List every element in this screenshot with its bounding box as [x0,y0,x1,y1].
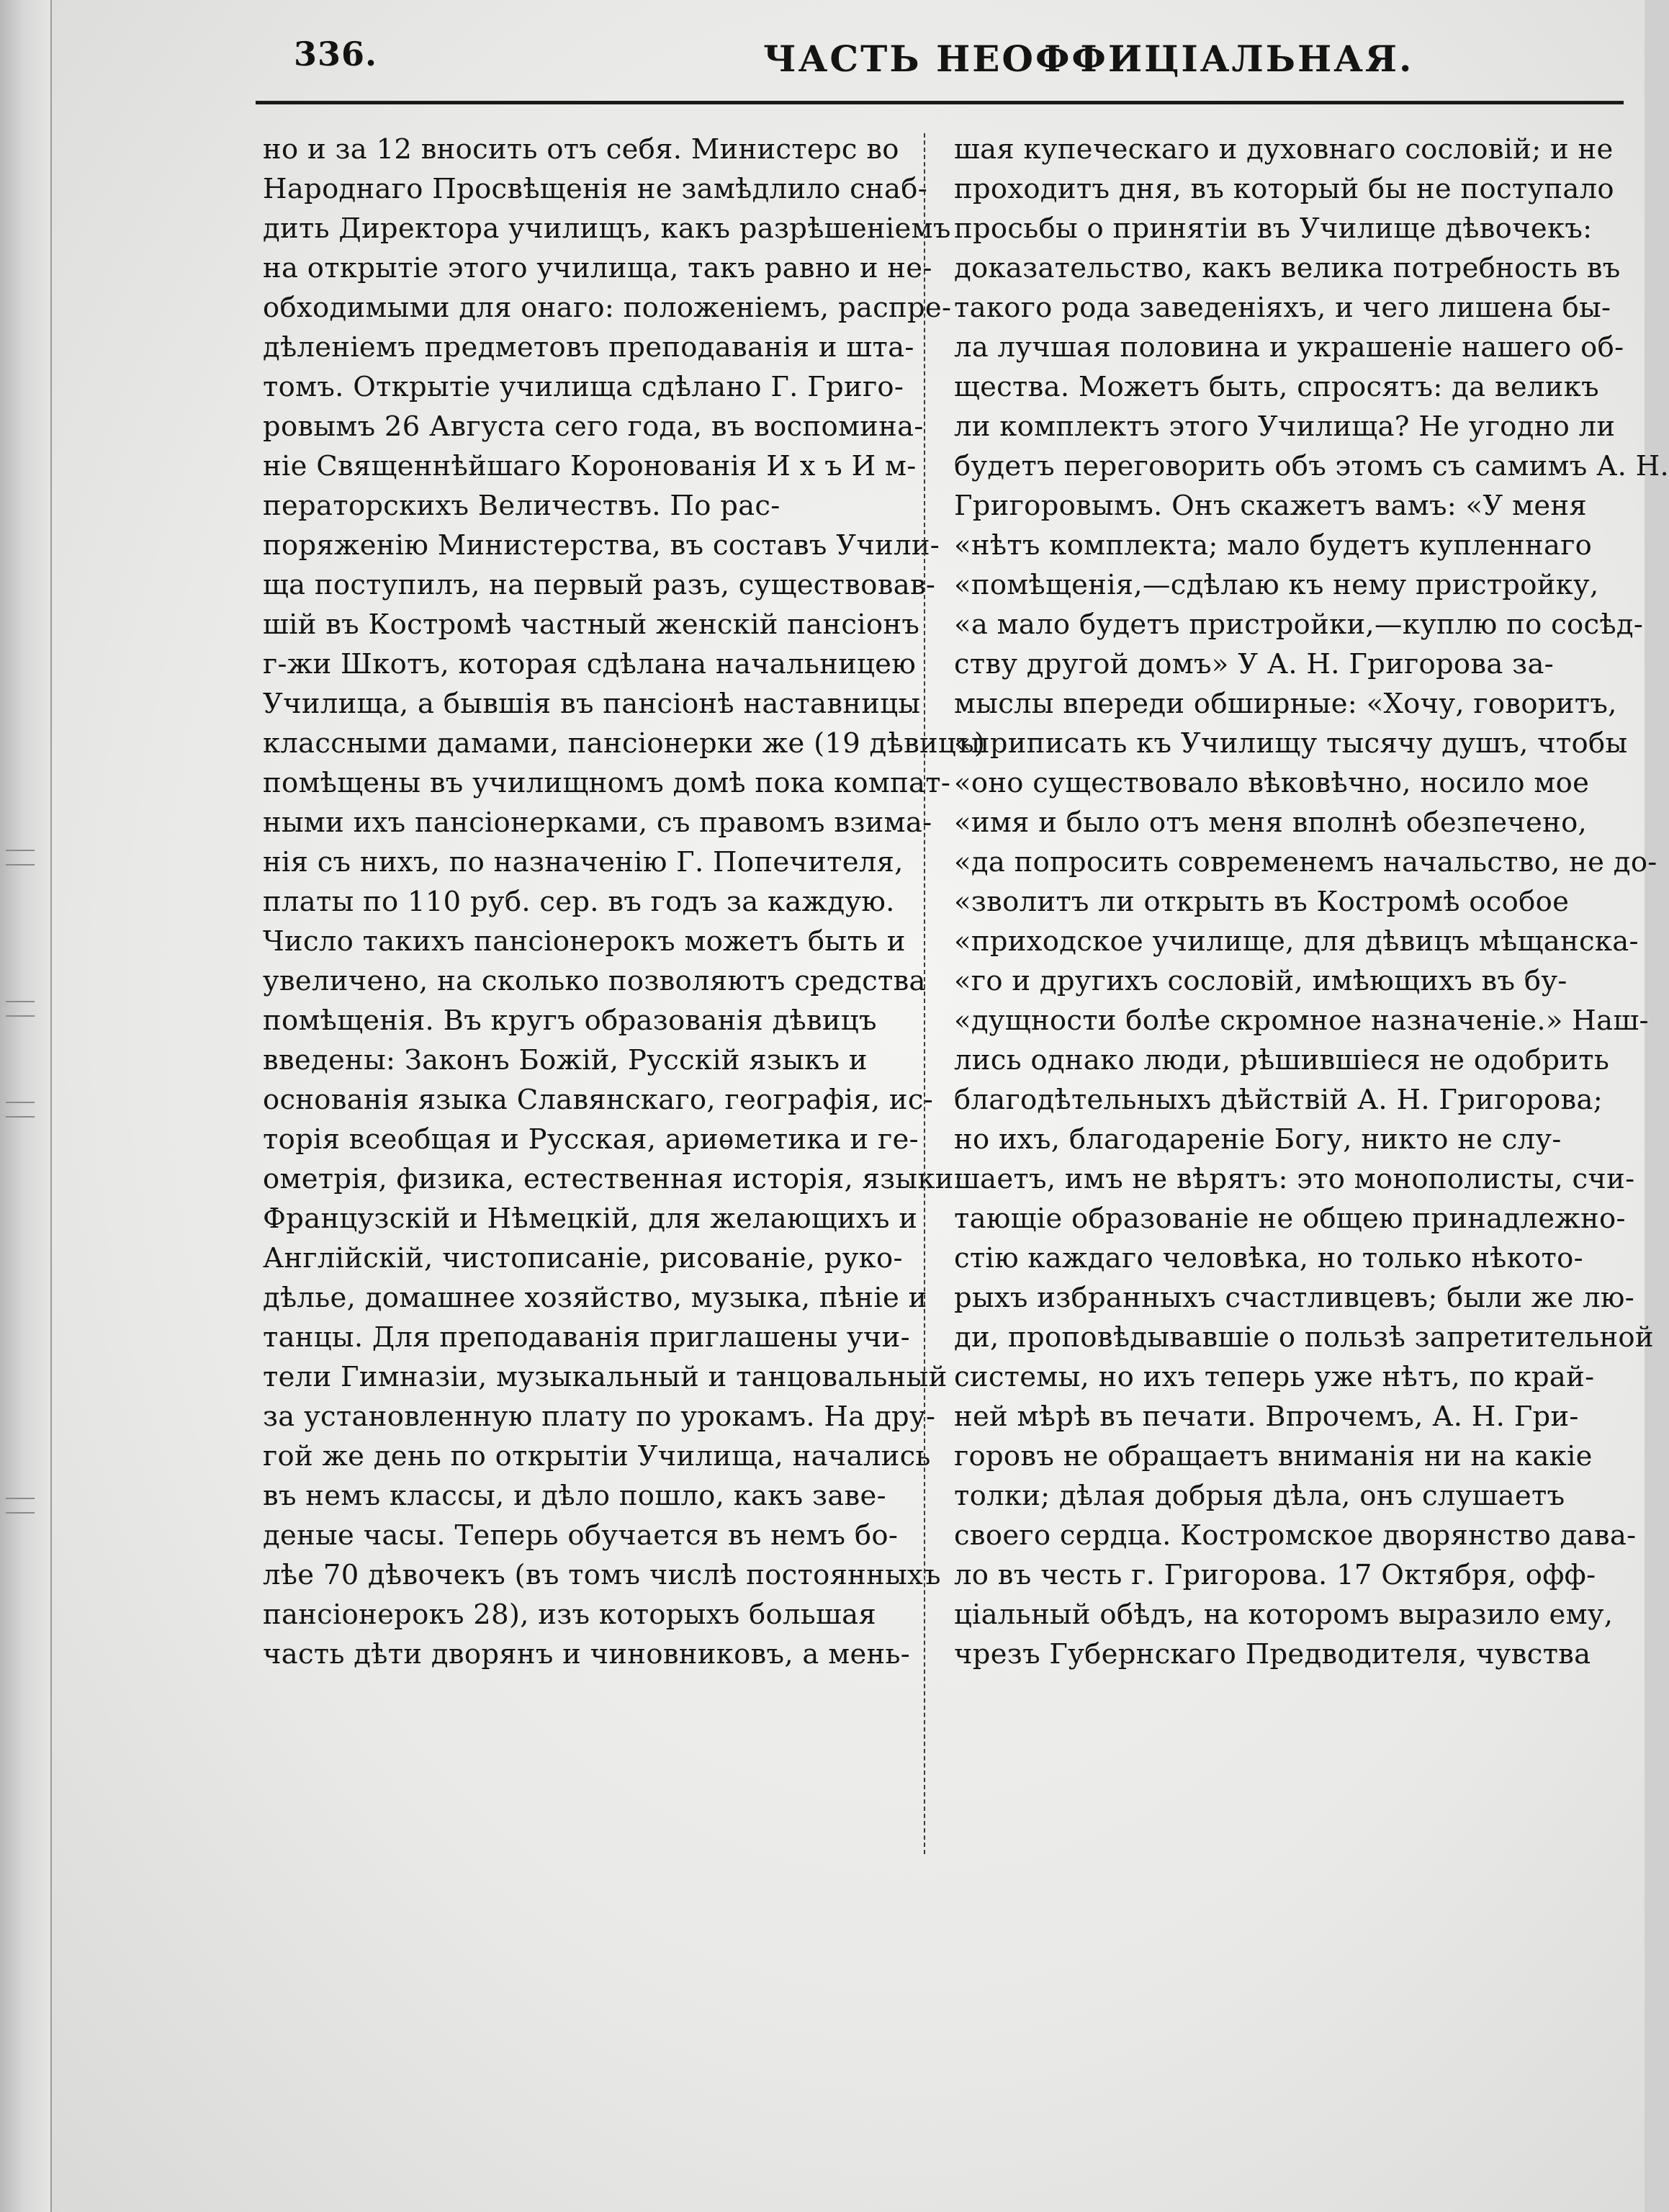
column-divider [924,133,925,1854]
text-line: горовъ не обращаетъ вниманія ни на какіе [954,1440,1593,1473]
text-line: шаетъ, имъ не вѣрятъ: это монополисты, счи- [954,1163,1635,1195]
text-line: Народнаго Просвѣщенія не замѣдлило снаб- [263,173,928,205]
binding-stitch [6,1102,35,1118]
text-line: г-жи Шкотъ, которая сдѣлана начальницею [263,648,917,680]
text-line: въ немъ классы, и дѣло пошло, какъ заве- [263,1480,886,1512]
binding-stitch [6,1001,35,1017]
text-line: ща поступилъ, на первый разъ, существовав- [263,569,936,601]
text-line: ла лучшая половина и украшеніе нашего об- [954,331,1624,364]
text-line: дить Директора училищъ, какъ разрѣшеніемъ [263,212,951,245]
book-spine [0,0,52,2212]
text-line: «имя и было отъ меня вполнѣ обезпечено, [954,806,1588,839]
text-line: обходимыми для онаго: положеніемъ, распре- [263,292,952,324]
text-line: ди, проповѣдывавшіе о пользѣ запретительной [954,1321,1654,1354]
text-line: но ихъ, благодареніе Богу, никто не слу- [954,1123,1562,1156]
text-line: лись однако люди, рѣшившіеся не одобрить [954,1044,1610,1076]
text-line: ровымъ 26 Августа сего года, въ воспомина- [263,410,924,443]
text-line: платы по 110 руб. сер. въ годъ за каждую. [263,886,895,918]
text-line: Французскій и Нѣмецкій, для желающихъ и [263,1202,918,1235]
text-line: ператорскихъ Величествъ. По рас- [263,490,780,522]
text-line: пансіонерокъ 28), изъ которыхъ большая [263,1599,876,1631]
text-line: «приписать къ Училищу тысячу душъ, чтобы [954,727,1628,760]
text-line: лѣе 70 дѣвочекъ (въ томъ числѣ постоянныхъ [263,1559,941,1591]
text-line: «а мало будетъ пристройки,—куплю по сосѣд- [954,608,1644,641]
text-line: увеличено, на сколько позволяютъ средства [263,965,926,997]
text-line: чрезъ Губернскаго Предводителя, чувства [954,1638,1591,1671]
page-header [259,27,1613,107]
text-line: мыслы впереди обширные: «Хочу, говоритъ, [954,688,1617,720]
running-head: ЧАСТЬ НЕОФФИЦІАЛЬНАЯ. [763,37,1414,80]
text-line: ли комплектъ этого Училища? Не угодно ли [954,410,1616,443]
header-rule [256,101,1624,104]
text-line: ству другой домъ» У А. Н. Григорова за- [954,648,1555,680]
text-line: томъ. Открытіе училища сдѣлано Г. Григо- [263,371,904,403]
text-line: основанія языка Славянскаго, географія, ис- [263,1084,934,1116]
text-line: системы, но ихъ теперь уже нѣтъ, по край- [954,1361,1595,1393]
text-line: дѣленіемъ предметовъ преподаванія и шта- [263,331,914,364]
page-number: 336. [294,35,378,73]
text-line: «зволитъ ли открыть въ Костромѣ особое [954,886,1570,918]
text-line: введены: Законъ Божій, Русскій языкъ и [263,1044,868,1076]
text-line: будетъ переговорить объ этомъ съ самимъ А. Н. [954,450,1669,482]
text-line: Григоровымъ. Онъ скажетъ вамъ: «У меня [954,490,1587,522]
text-line: щества. Можетъ быть, спросятъ: да великъ [954,371,1599,403]
text-column-right [954,130,1669,1674]
text-line: но и за 12 вносить отъ себя. Министерс во [263,133,899,166]
text-line: гой же день по открытіи Училища, начались [263,1440,931,1473]
text-line: шій въ Костромѣ частный женскій пансіонъ [263,608,920,641]
text-column-left [263,130,986,1674]
text-line: «приходское училище, для дѣвицъ мѣщанска- [954,925,1639,958]
text-line: Число такихъ пансіонерокъ можетъ быть и [263,925,906,958]
text-line: танцы. Для преподаванія приглашены учи- [263,1321,910,1354]
text-line: стію каждаго человѣка, но только нѣкото- [954,1242,1583,1274]
text-line: ніе Священнѣйшаго Коронованія И х ъ И м- [263,450,917,482]
text-line: «да попросить современемъ начальство, не до- [954,846,1657,878]
binding-stitch [6,1498,35,1514]
text-line: Англійскій, чистописаніе, рисованіе, руко- [263,1242,903,1274]
text-line: ціальный обѣдъ, на которомъ выразило ему, [954,1599,1614,1631]
text-line: ней мѣрѣ въ печати. Впрочемъ, А. Н. Гри- [954,1401,1579,1433]
text-line: такого рода заведеніяхъ, и чего лишена бы- [954,292,1611,324]
binding-stitch [6,850,35,866]
text-line: тающіе образованіе не общею принадлежно- [954,1202,1626,1235]
text-line: шая купеческаго и духовнаго сословій; и не [954,133,1614,166]
text-line: просьбы о принятіи въ Училище дѣвочекъ: [954,212,1593,245]
text-line: проходитъ дня, въ который бы не поступало [954,173,1614,205]
text-line: «дущности болѣе скромное назначеніе.» Наш- [954,1004,1649,1037]
text-line: «го и другихъ сословій, имѣющихъ въ бу- [954,965,1567,997]
text-line: доказательство, какъ велика потребность въ [954,252,1621,284]
text-line: толки; дѣлая добрыя дѣла, онъ слушаетъ [954,1480,1565,1512]
text-line: рыхъ избранныхъ счастливцевъ; были же лю- [954,1282,1635,1314]
text-line: часть дѣти дворянъ и чиновниковъ, а мень- [263,1638,911,1671]
text-line: ло въ честь г. Григорова. 17 Октября, офф- [954,1559,1596,1591]
text-line: на открытіе этого училища, такъ равно и не- [263,252,932,284]
text-line: нія съ нихъ, по назначенію Г. Попечителя, [263,846,904,878]
text-line: «нѣтъ комплекта; мало будетъ купленнаго [954,529,1593,562]
text-line: за установленную плату по урокамъ. На дру- [263,1401,936,1433]
text-line: своего сердца. Костромское дворянство дава- [954,1519,1637,1552]
text-line: «оно существовало вѣковѣчно, носило мое [954,767,1590,799]
text-line: помѣщенія. Въ кругъ образованія дѣвицъ [263,1004,877,1037]
text-line: Училища, а бывшія въ пансіонѣ наставницы [263,688,921,720]
text-line: помѣщены въ училищномъ домѣ пока компат- [263,767,951,799]
text-line: ометрія, физика, естественная исторія, языки: [263,1163,963,1195]
text-line: деные часы. Теперь обучается въ немъ бо- [263,1519,899,1552]
text-line: тели Гимназіи, музыкальный и танцовальный [263,1361,948,1393]
text-line: дѣлье, домашнее хозяйство, музыка, пѣніе и [263,1282,927,1314]
text-line: торія всеобщая и Русская, ариѳметика и гe- [263,1123,919,1156]
text-line: благодѣтельныхъ дѣйствій А. Н. Григорова; [954,1084,1603,1116]
text-line: поряженію Министерства, въ составъ Учили- [263,529,940,562]
text-line: ными ихъ пансіонерками, съ правомъ взима- [263,806,932,839]
text-line: «помѣщенія,—сдѣлаю къ нему пристройку, [954,569,1599,601]
text-line: классными дамами, пансіонерки же (19 дѣвицъ) [263,727,986,760]
